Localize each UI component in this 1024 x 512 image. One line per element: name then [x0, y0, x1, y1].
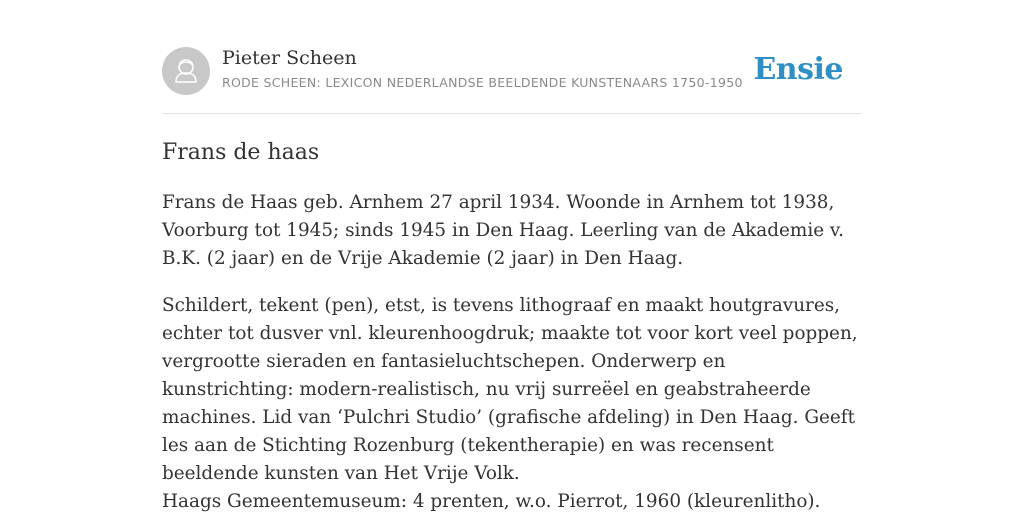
article-title: Frans de haas: [162, 140, 320, 165]
user-icon: [162, 47, 210, 95]
author-avatar[interactable]: [162, 47, 210, 95]
article-header: [162, 46, 862, 96]
article-paragraph-1: Frans de Haas geb. Arnhem 27 april 1934. Woonde in Arnhem tot 1938, Voorburg tot 1945; sinds 1945 in Den Haag. Leerling van de Akademie v. B.K. (2 jaar) en de Vrije Akademie (2 jaar) in Den Haag.: [162, 192, 844, 269]
brand-logo[interactable]: Ensie: [753, 52, 843, 87]
author-name[interactable]: Pieter Scheen: [222, 47, 357, 69]
source-label[interactable]: RODE SCHEEN: LEXICON NEDERLANDSE BEELDENDE KUNSTENAARS 1750-1950: [222, 75, 743, 90]
article-paragraph-3: Haags Gemeentemuseum: 4 prenten, w.o. Pierrot, 1960 (kleurenlitho).: [162, 491, 821, 512]
article-paragraph-2: Schildert, tekent (pen), etst, is tevens lithograaf en maakt houtgravures, echter tot dusver vnl. kleurenhoogdruk; maakte tot voor kort veel poppen, vergrootte sieraden en fantasieluchtschepen. Onderwerp en kunstrichting: modern-realistisch, nu vrij surreëel en geabstraheerde machines. Lid van ‘Pulchri Studio’ (grafische afdeling) in Den Haag. Geeft les aan de Stichting Rozenburg (tekentherapie) en was recensent beeldende kunsten van Het Vrije Volk.: [162, 295, 858, 484]
header-divider: [162, 113, 862, 114]
